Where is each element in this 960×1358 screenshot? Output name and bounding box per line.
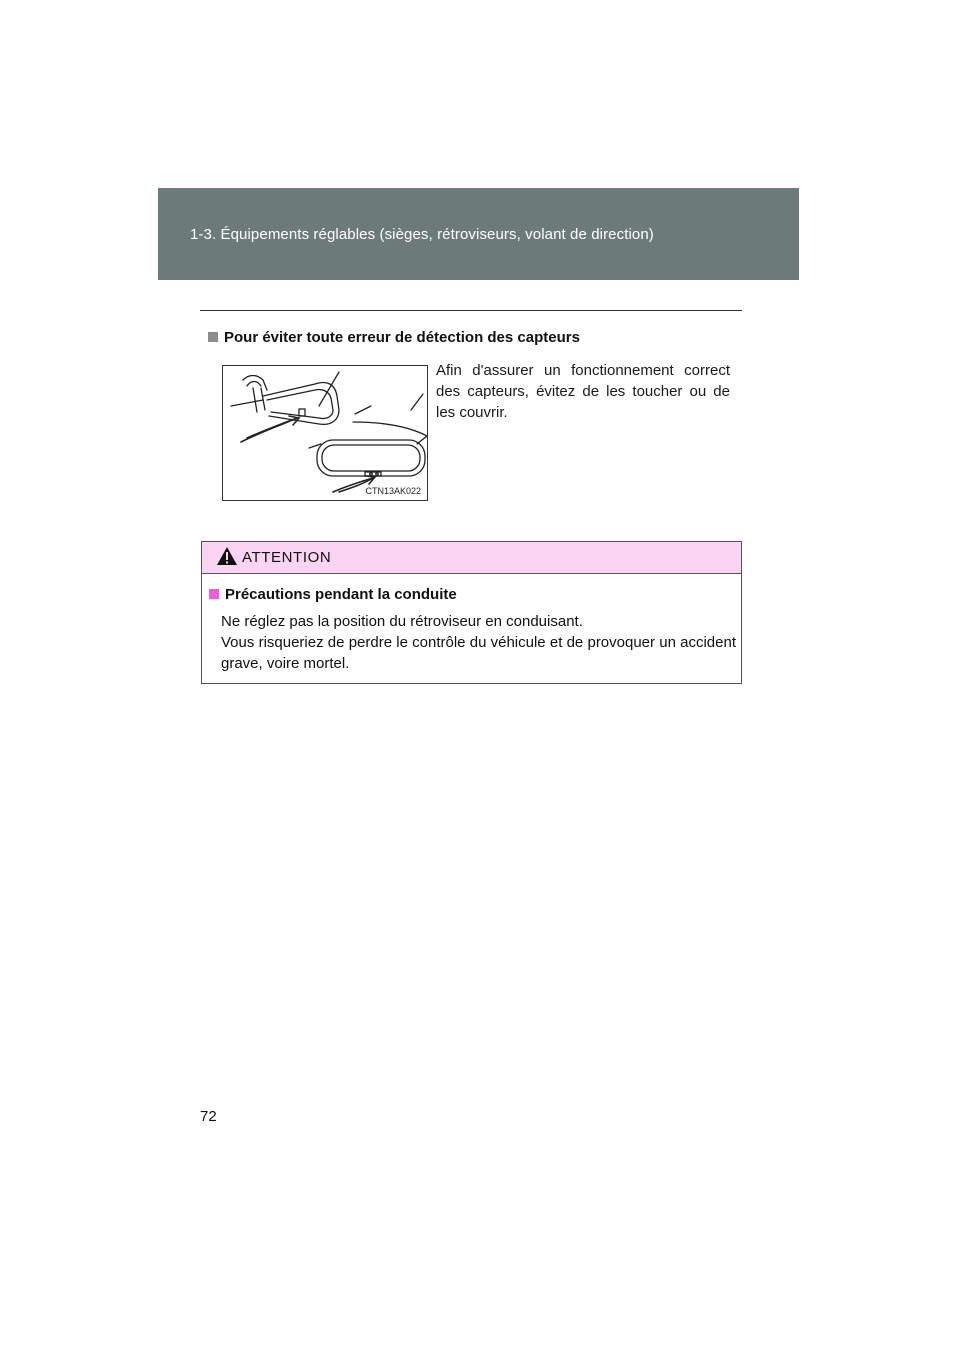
caution-heading [209, 586, 457, 603]
section-body: Afin d'assurer un fonctionnement correct des capteurs, évitez de les toucher ou de les couvrir. [436, 362, 730, 421]
caution-line: Vous risqueriez de perdre le contrôle du véhicule et de provoquer un accident grave, voire mortel. [221, 634, 736, 672]
section-divider [200, 310, 742, 311]
rear-view-mirror-drawing [223, 366, 427, 500]
square-bullet-icon [208, 332, 218, 342]
caution-body [221, 611, 736, 674]
chapter-header [158, 188, 799, 280]
section-heading-text: Pour éviter toute erreur de détection des capteurs [224, 329, 580, 346]
pink-square-bullet-icon [209, 589, 219, 599]
figure-code: CTN13AK022 [365, 486, 421, 496]
attention-header [202, 542, 741, 574]
attention-box [201, 541, 742, 684]
caution-line: Ne réglez pas la position du rétroviseur en conduisant. [221, 613, 583, 630]
page-number: 72 [200, 1108, 217, 1125]
caution-heading-text: Précautions pendant la conduite [225, 586, 457, 603]
attention-title: ATTENTION [242, 549, 332, 566]
chapter-breadcrumb: 1-3. Équipements réglables (sièges, rétroviseurs, volant de direction) [190, 226, 654, 243]
warning-triangle-icon [216, 546, 238, 566]
mirror-sensor-illustration [222, 365, 428, 501]
section-heading [208, 329, 580, 346]
